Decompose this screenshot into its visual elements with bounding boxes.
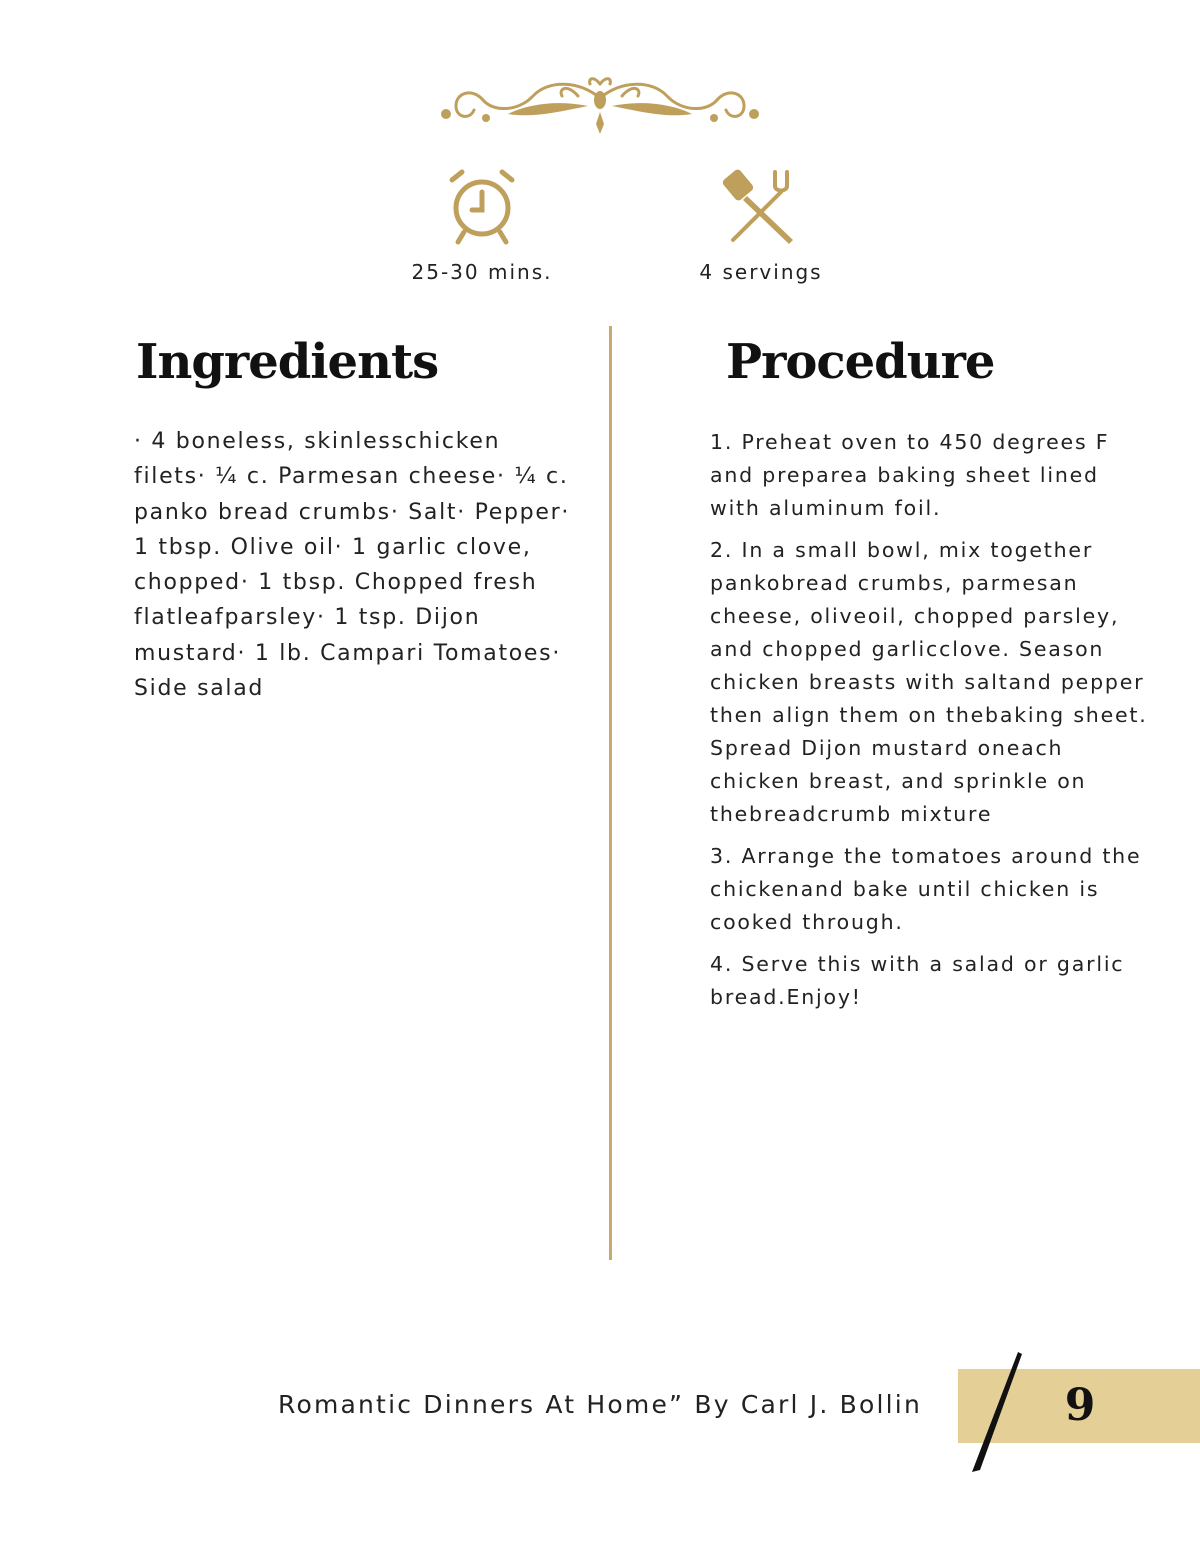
ingredients-heading: Ingredients	[136, 334, 439, 390]
procedure-step: 4. Serve this with a salad or garlic bread.Enjoy!	[710, 952, 1125, 1009]
ornament-divider-icon	[438, 70, 762, 136]
ingredients-text: · 4 boneless, skinlesschicken filets· ¼ c. Parmesan cheese· ¼ c. panko bread crumbs· Salt· Pepper· 1 tbsp. Olive oil· 1 garlic clove, chopped· 1 tbsp. Chopped fresh flatleafparsley· 1 tsp. Dijon mustard· 1 lb. Campari Tomatoes· Side salad	[134, 429, 571, 702]
procedure-heading: Procedure	[726, 334, 995, 390]
procedure-step: 2. In a small bowl, mix together pankobread crumbs, parmesan cheese, oliveoil, chopped parsley, and chopped garlicclove. Season chicken breasts with saltand pepper then align them on thebaking sheet. Spread Dijon mustard oneach chicken breast, and sprinkle on thebreadcrumb mixture	[710, 538, 1148, 826]
cook-time-label: 25-30 mins.	[411, 260, 553, 284]
slash-icon	[966, 1350, 1026, 1474]
procedure-step: 3. Arrange the tomatoes around the chickenand bake until chicken is cooked through.	[710, 844, 1142, 934]
alarm-clock-icon	[446, 166, 518, 246]
procedure-step: 1. Preheat oven to 450 degrees F and preparea baking sheet lined with aluminum foil.	[710, 430, 1110, 520]
footer-credit: Romantic Dinners At Home” By Carl J. Bollin	[278, 1390, 922, 1419]
page-number: 9	[1064, 1380, 1096, 1431]
cook-time	[382, 166, 582, 284]
procedure-steps	[710, 426, 1150, 1023]
servings	[661, 166, 861, 284]
servings-label: 4 servings	[699, 260, 823, 284]
spatula-fork-icon	[719, 166, 803, 246]
column-divider	[609, 326, 612, 1260]
